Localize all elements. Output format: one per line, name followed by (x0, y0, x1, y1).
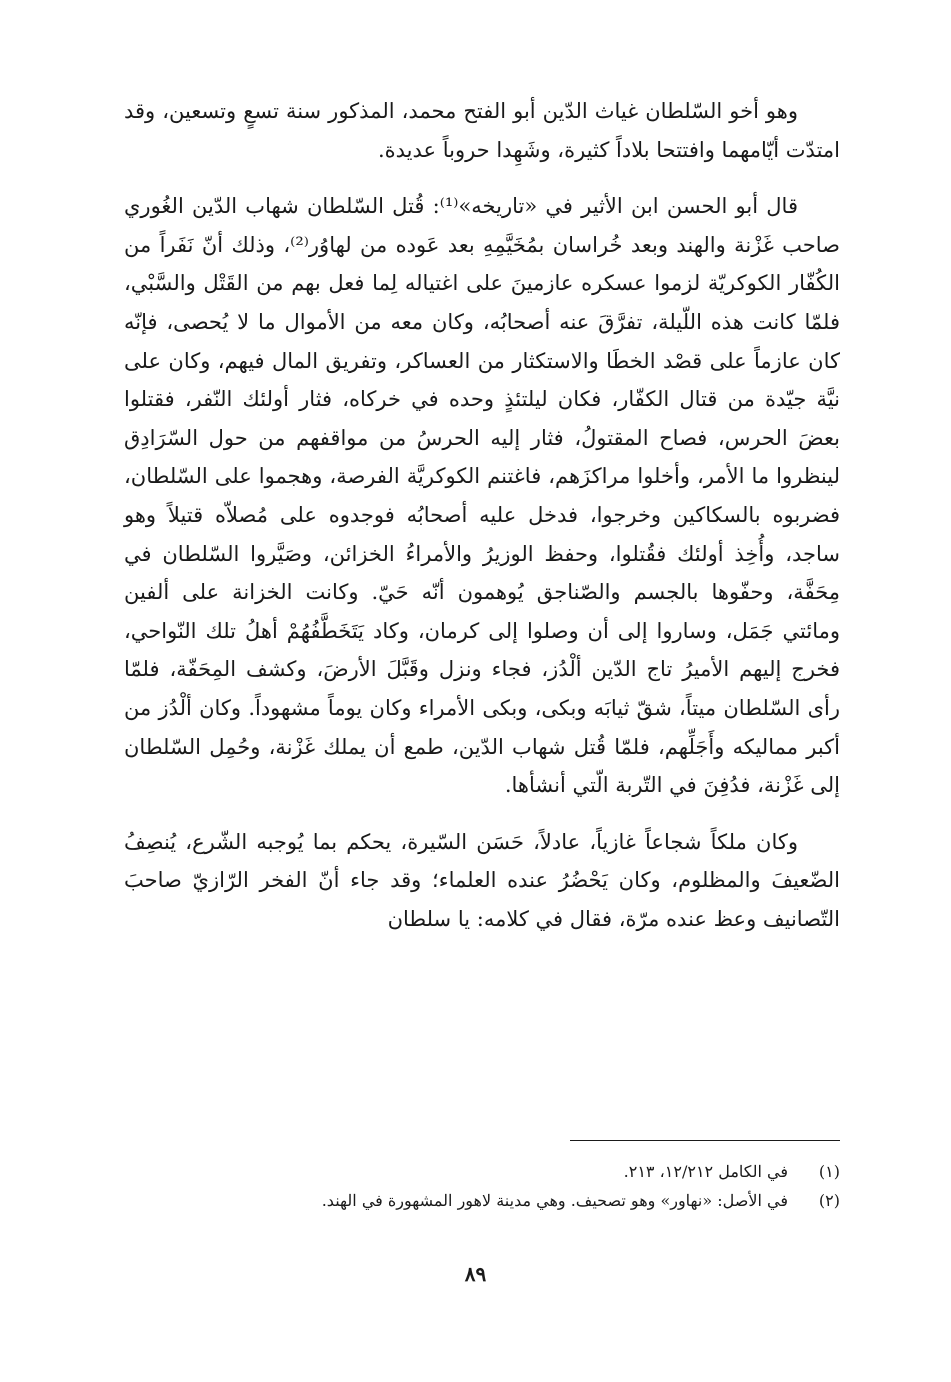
footnote-1 (124, 1157, 840, 1186)
footnote-2 (124, 1186, 840, 1215)
paragraph-2: قال أبو الحسن ابن الأثير في «تاريخه»⁽¹⁾: قُتل السّلطان شهاب الدّين الغُوري صاحب غَزْنة والهند وبعد خُراسان بمُخَيَّمِهِ بعد عَوده من لهاوُر⁽²⁾، وذلك أنّ نَفَراً من الكُفّار الكوكريّة لزموا عسكره عازمينَ على اغتياله لِما فعل بهم من القَتْل والسَّبْي، فلمّا كانت هذه اللّيلة، تفرَّقَ عنه أصحابُه، وكان معه من الأموال ما لا يُحصى، فإنّه كان عازماً على قصْد الخطَا والاستكثار من العساكر، وتفريق المال فيهم، وكان على نيَّة جيّدة من قتال الكفّار، فكان ليلتئذٍ وحده في خركاه، فثار أولئك النّفر، فقتلوا بعضَ الحرس، فصاح المقتولُ، فثار إليه الحرسُ من مواقفهم من حول السّرَادِق لينظروا ما الأمر، وأخلوا مراكزَهم، فاغتنم الكوكريَّة الفرصة، وهجموا على السّلطان، فضربوه بالسكاكين وخرجوا، فدخل عليه أصحابُه فوجدوه على مُصلاّه قتيلاً وهو ساجد، وأُخِذ أولئك فقُتلوا، وحفظ الوزيرُ والأمراءُ الخزائن، وصَيَّروا السّلطان في مِحَفَّة، وحفّوها بالجسم والصّناجق يُوهمون أنّه حَيّ. وكانت الخزانة على ألفين ومائتي جَمَل، وساروا إلى أن وصلوا إلى كرمان، وكاد يَتَخَطَّفُهُمْ أهلُ تلك النّواحي، فخرج إليهم الأميرُ تاج الدّين ألْدُز، فجاء ونزل وقَبَّلَ الأرضَ، وكشف المِحَفّة، فلمّا رأى السّلطان ميتاً، شقّ ثيابَه وبكى، وبكى الأمراء وكان يوماً مشهوداً. وكان ألْدُز من أكبر مماليكه وأَجَلِّهم، فلمّا قُتل شهاب الدّين، طمع أن يملك غَزْنة، وحُمِل السّلطان إلى غَزْنة، فدُفِنَ في التّربة الّتي أنشأها. (124, 194, 840, 798)
footnotes (124, 1157, 840, 1215)
footnote-separator (570, 1140, 840, 1141)
main-text (124, 92, 840, 938)
footnote-number: (٢) (818, 1191, 840, 1210)
page-number: ٨٩ (464, 1262, 487, 1286)
footnote-text: في الأصل: «نهاور» وهو تصحيف. وهي مدينة لاهور المشهورة في الهند. (321, 1191, 788, 1210)
footnote-text: في الكامل ١٢/٢١٢، ٢١٣. (623, 1162, 788, 1181)
footnote-number: (١) (818, 1162, 840, 1181)
paragraph-1: وهو أخو السّلطان غياث الدّين أبو الفتح محمد، المذكور سنة تسعٍ وتسعين، وقد امتدّت أيّامهما وافتتحا بلاداً كثيرة، وشَهِدا حروباً عديدة. (124, 99, 840, 162)
paragraph-3: وكان ملكاً شجاعاً غازياً، عادلاً، حَسَن السّيرة، يحكم بما يُوجبه الشّرع، يُنصِفُ الضّعيفَ والمظلوم، وكان يَحْضُرُ عنده العلماء؛ وقد جاء أنّ الفخر الرّازيّ صاحبَ التّصانيف وعظ عنده مرّة، فقال في كلامه: يا سلطان (124, 829, 840, 931)
